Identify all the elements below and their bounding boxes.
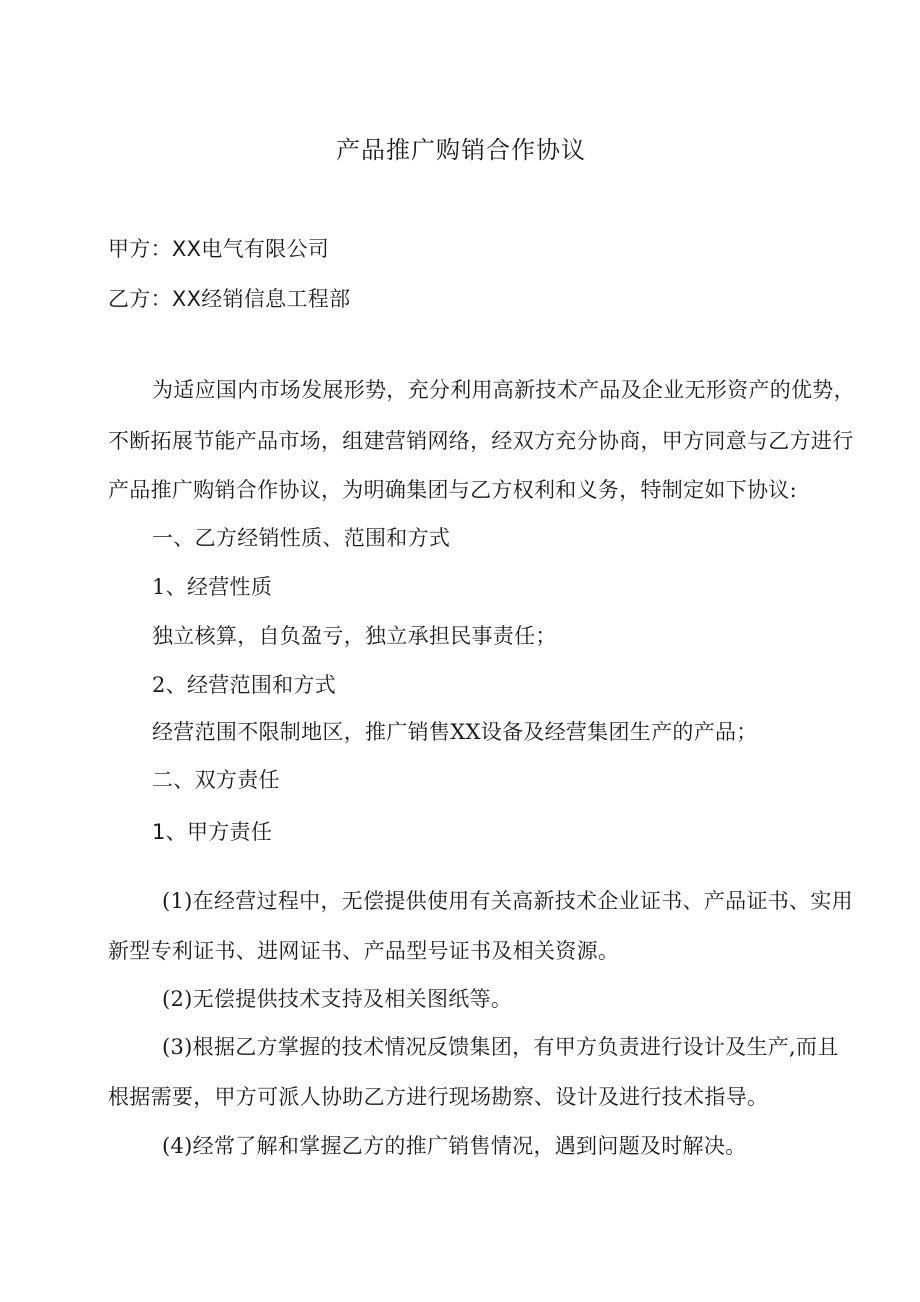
- party-b: 乙方：XX经销信息工程部: [108, 287, 351, 311]
- intro-line-2: 不断拓展节能产品市场，组建营销网络，经双方充分协商，甲方同意与乙方进行: [108, 429, 854, 453]
- section1-item1-heading: 1、经营性质: [152, 575, 273, 599]
- section1-item2-text: 经营范围不限制地区，推广销售XX设备及经营集团生产的产品；: [152, 720, 758, 744]
- section2-heading: 二、双方责任: [152, 768, 280, 792]
- clause-1-line-2: 新型专利证书、进网证书、产品型号证书及相关资源。: [108, 939, 620, 963]
- intro-line-3: 产品推广购销合作协议，为明确集团与乙方权利和义务，特制定如下协议:: [108, 478, 797, 502]
- clause-1-line-1: (1)在经营过程中，无偿提供使用有关高新技术企业证书、产品证书、实用: [162, 889, 853, 913]
- clause-4: (4)经常了解和掌握乙方的推广销售情况，遇到问题及时解决。: [162, 1134, 747, 1158]
- intro-line-1: 为适应国内市场发展形势，充分利用高新技术产品及企业无形资产的优势，: [152, 378, 855, 402]
- clause-3-line-2: 根据需要，甲方可派人协助乙方进行现场勘察、设计及进行技术指导。: [108, 1085, 769, 1109]
- clause-2: (2)无偿提供技术支持及相关图纸等。: [162, 987, 513, 1011]
- section1-heading: 一、乙方经销性质、范围和方式: [152, 526, 451, 550]
- section1-item2-heading: 2、经营范围和方式: [152, 673, 337, 697]
- clause-3-line-1: (3)根据乙方掌握的技术情况反馈集团，有甲方负责进行设计及生产,而且: [162, 1035, 839, 1059]
- section2-subheading: 1、甲方责任: [152, 820, 273, 844]
- document-title: 产品推广购销合作协议: [336, 136, 586, 164]
- party-a: 甲方：XX电气有限公司: [108, 237, 330, 261]
- section1-item1-text: 独立核算，自负盈亏，独立承担民事责任；: [152, 624, 557, 648]
